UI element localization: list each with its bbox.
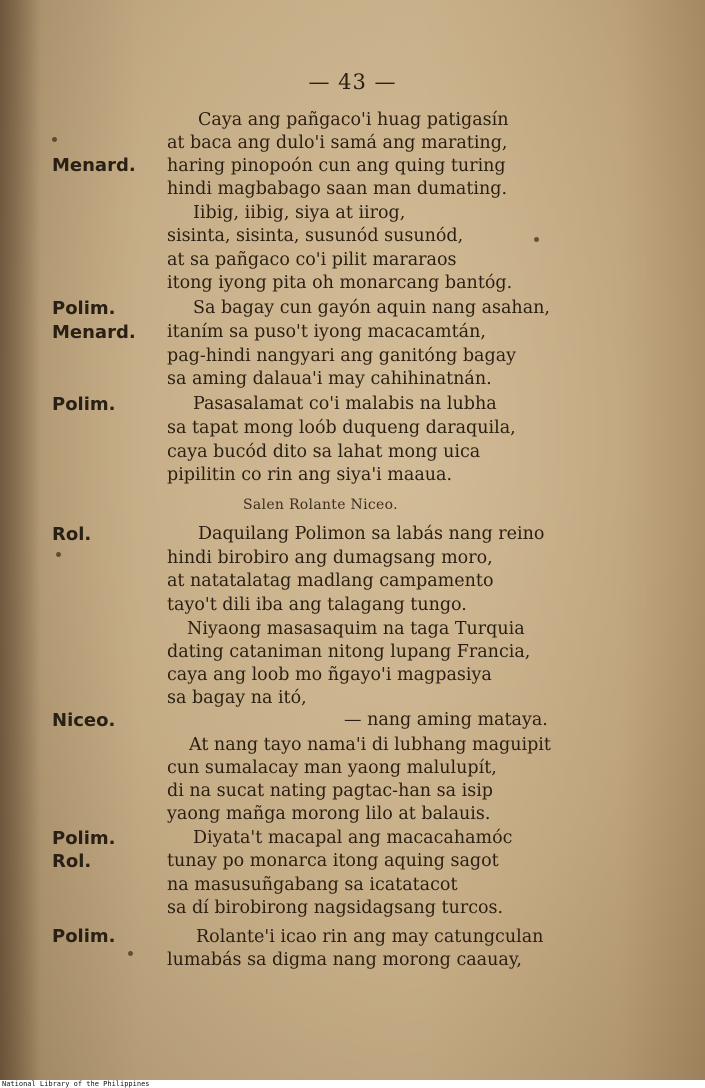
verse-line: itaním sa puso't iyong macacamtán,	[167, 322, 486, 342]
verse-line: Sa bagay cun gayón aquin nang asahan,	[193, 298, 550, 318]
verse-line: tayo't dili iba ang talagang tungo.	[167, 595, 467, 615]
verse-line: itong iyong pita oh monarcang bantóg.	[167, 273, 513, 293]
speaker-label: Niceo.	[52, 710, 116, 731]
speaker-label: Polim.	[52, 828, 116, 849]
verse-line: at natatalatag madlang campamento	[167, 571, 494, 591]
page-number: — 43 —	[308, 70, 397, 94]
verse-line: di na sucat nating pagtac-han sa isip	[167, 781, 493, 801]
verse-line: at baca ang dulo'i samá ang marating,	[167, 133, 508, 153]
verse-line: At nang tayo nama'i di lubhang maguipit	[189, 735, 551, 755]
verse-line: sisinta, sisinta, susunód susunód,	[167, 226, 464, 246]
verse-line: Rolante'i icao rin ang may catungculan	[196, 927, 544, 947]
verse-line: yaong mañga morong lilo at balauis.	[167, 804, 491, 824]
speaker-label: Rol.	[52, 851, 92, 872]
verse-line: sa aming dalaua'i may cahihinatnán.	[167, 369, 492, 389]
verse-line: at sa pañgaco co'i pilit mararaos	[167, 250, 457, 270]
verse-line: caya bucód dito sa lahat mong uica	[167, 442, 481, 462]
speaker-label: Polim.	[52, 394, 116, 415]
verse-line: caya ang loob mo ñgayo'i magpasiya	[167, 665, 492, 685]
verse-line: tunay po monarca itong aquing sagot	[167, 851, 499, 871]
stage-direction: Salen Rolante Niceo.	[243, 497, 398, 513]
verse-line: sa bagay na itó,	[167, 688, 307, 708]
ink-speck	[534, 237, 539, 242]
verse-line: pag-hindi nangyari ang ganitóng bagay	[167, 346, 517, 366]
verse-line: — nang aming mataya.	[344, 710, 548, 730]
verse-line: hindi magbabago saan man dumating.	[167, 179, 508, 199]
speaker-label: Menard.	[52, 322, 136, 343]
verse-line: sa dí birobirong nagsidagsang turcos.	[167, 898, 504, 918]
verse-line: Pasasalamat co'i malabis na lubha	[193, 394, 497, 414]
verse-line: Diyata't macapal ang macacahamóc	[193, 828, 513, 848]
verse-line: pipilitin co rin ang siya'i maaua.	[167, 465, 453, 485]
verse-line: Iibig, iibig, siya at iirog,	[193, 203, 406, 223]
speaker-label: Polim.	[52, 926, 116, 947]
ink-speck	[56, 552, 61, 557]
footer-bar	[0, 1080, 705, 1088]
verse-line: na masusuñgabang sa icatatacot	[167, 875, 458, 895]
speaker-label: Menard.	[52, 155, 136, 176]
ink-speck	[52, 137, 57, 142]
verse-line: Niyaong masasaquim na taga Turquia	[187, 619, 525, 639]
verse-line: sa tapat mong loób duqueng daraquila,	[167, 418, 516, 438]
verse-line: cun sumalacay man yaong malulupít,	[167, 758, 497, 778]
speaker-label: Polim.	[52, 298, 116, 319]
verse-line: Caya ang pañgaco'i huag patigasín	[198, 110, 509, 130]
speaker-label: Rol.	[52, 524, 92, 545]
footer-credit: National Library of the Philippines	[2, 1080, 150, 1088]
verse-line: lumabás sa digma nang morong caauay,	[167, 950, 522, 970]
verse-line: haring pinopoón cun ang quing turing	[167, 156, 506, 176]
verse-line: Daquilang Polimon sa labás nang reino	[198, 524, 545, 544]
verse-line: dating cataniman nitong lupang Francia,	[167, 642, 531, 662]
spine-shadow	[0, 0, 40, 1080]
ink-speck	[128, 951, 133, 956]
verse-line: hindi birobiro ang dumagsang moro,	[167, 548, 493, 568]
